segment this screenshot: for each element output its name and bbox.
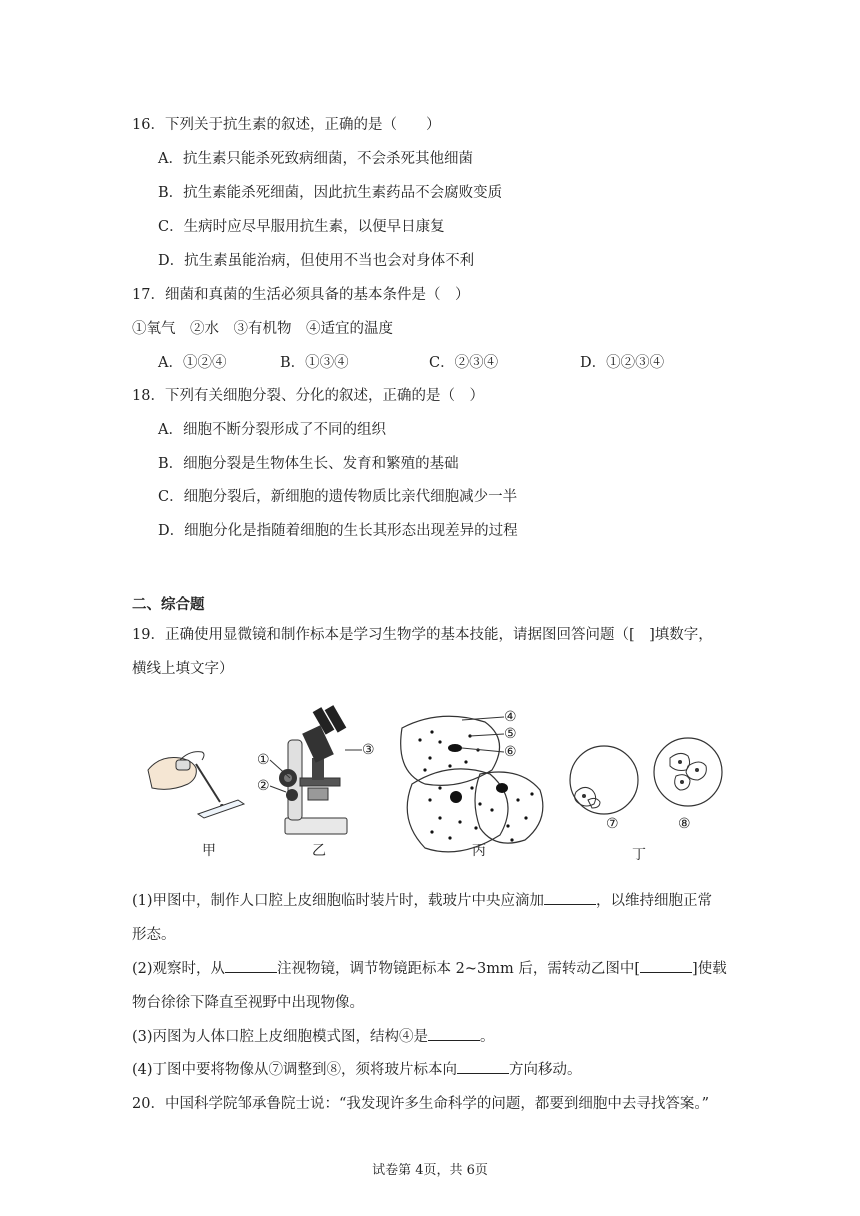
- q18-stem: 18．下列有关细胞分裂、分化的叙述，正确的是（ ）: [132, 388, 484, 404]
- section-title: 二、综合题: [132, 596, 205, 613]
- q16-option-b: B．抗生素能杀死细菌，因此抗生素药品不会腐败变质: [158, 185, 503, 201]
- answer-blank-1[interactable]: [544, 890, 596, 905]
- page-footer: 试卷第 4页，共 6页: [372, 1163, 488, 1178]
- q17-option-d: D．①②③④: [580, 355, 665, 371]
- q19-part2-line1: [132, 957, 727, 978]
- answer-blank-5[interactable]: [457, 1059, 509, 1074]
- answer-blank-2[interactable]: [225, 958, 277, 973]
- figure-label-jia: 甲: [202, 843, 216, 859]
- q19-stem-line2: 横线上填文字）: [132, 661, 234, 677]
- label-6: ⑥: [504, 744, 517, 760]
- q19-part4-text-b: 方向移动。: [509, 1062, 582, 1078]
- q19-part2-text-b: 注视物镜，调节物镜距标本 2~3mm 后，需转动乙图中[: [277, 961, 641, 977]
- q16-stem: 16．下列关于抗生素的叙述，正确的是（ ）: [132, 117, 441, 133]
- q18-option-b: B．细胞分裂是生物体生长、发育和繁殖的基础: [158, 456, 459, 472]
- q18-option-d: D．细胞分化是指随着细胞的生长其形态出现差异的过程: [158, 523, 518, 539]
- label-8: ⑧: [678, 816, 691, 832]
- label-2: ②: [257, 778, 270, 794]
- figure-label-ding: 丁: [632, 847, 646, 863]
- q19-part2-text-a: (2)观察时，从: [132, 961, 226, 977]
- q19-part2-line2: 物台徐徐下降直至视野中出现物像。: [132, 995, 364, 1011]
- q17-items: ①氧气 ②水 ③有机物 ④适宜的温度: [132, 321, 393, 337]
- q19-part1-line2: 形态。: [132, 927, 176, 943]
- q17-option-c: C．②③④: [429, 355, 499, 371]
- label-7: ⑦: [606, 816, 619, 832]
- glass-slide-icon: [198, 800, 244, 818]
- q18-option-a: A．细胞不断分裂形成了不同的组织: [158, 422, 386, 438]
- q19-part4: [132, 1058, 582, 1079]
- label-4: ④: [504, 709, 517, 725]
- q17-option-a: A．①②④: [158, 355, 227, 371]
- q19-figure: [140, 700, 740, 870]
- view-field-7: [570, 746, 638, 814]
- q19-part1-text-b: ，以维持细胞正常: [596, 893, 713, 909]
- answer-blank-3[interactable]: [640, 958, 692, 973]
- q19-stem-line1: 19．正确使用显微镜和制作标本是学习生物学的基本技能，请据图回答问题（[ ]填数字，: [132, 627, 713, 643]
- label-1: ①: [257, 752, 270, 768]
- dropper-hand-icon: [148, 752, 224, 808]
- q19-part4-text-a: (4)丁图中要将物像从⑦调整到⑧，须将玻片标本向: [132, 1062, 458, 1078]
- microscope-icon: [279, 705, 347, 834]
- label-5: ⑤: [504, 726, 517, 742]
- q19-part3-text-b: 。: [480, 1029, 495, 1045]
- figure-drawings: [140, 700, 740, 870]
- q19-part3: [132, 1025, 495, 1046]
- q16-option-c: C．生病时应尽早服用抗生素，以便早日康复: [158, 219, 445, 235]
- figure-label-bing: 丙: [472, 843, 486, 859]
- q17-option-b: B．①③④: [280, 355, 349, 371]
- figure-label-yi: 乙: [312, 843, 326, 859]
- q19-part3-text-a: (3)丙图为人体口腔上皮细胞模式图，结构④是: [132, 1029, 429, 1045]
- label-3: ③: [362, 742, 375, 758]
- q20-stem: 20．中国科学院邹承鲁院士说：“我发现许多生命科学的问题，都要到细胞中去寻找答案。”: [132, 1096, 710, 1112]
- answer-blank-4[interactable]: [428, 1026, 480, 1041]
- q18-option-c: C．细胞分裂后，新细胞的遗传物质比亲代细胞减少一半: [158, 489, 518, 505]
- q19-part1-text-a: (1)甲图中，制作人口腔上皮细胞临时装片时，载玻片中央应滴加: [132, 893, 545, 909]
- cheek-cells-diagram: [401, 716, 543, 852]
- q16-option-d: D．抗生素虽能治病，但使用不当也会对身体不利: [158, 253, 475, 269]
- view-field-8: [654, 738, 722, 806]
- q17-stem: 17．细菌和真菌的生活必须具备的基本条件是（ ）: [132, 287, 470, 303]
- q19-part2-text-c: ]使载: [692, 961, 727, 977]
- q19-part1-line1: [132, 889, 712, 910]
- q16-option-a: A．抗生素只能杀死致病细菌，不会杀死其他细菌: [158, 151, 473, 167]
